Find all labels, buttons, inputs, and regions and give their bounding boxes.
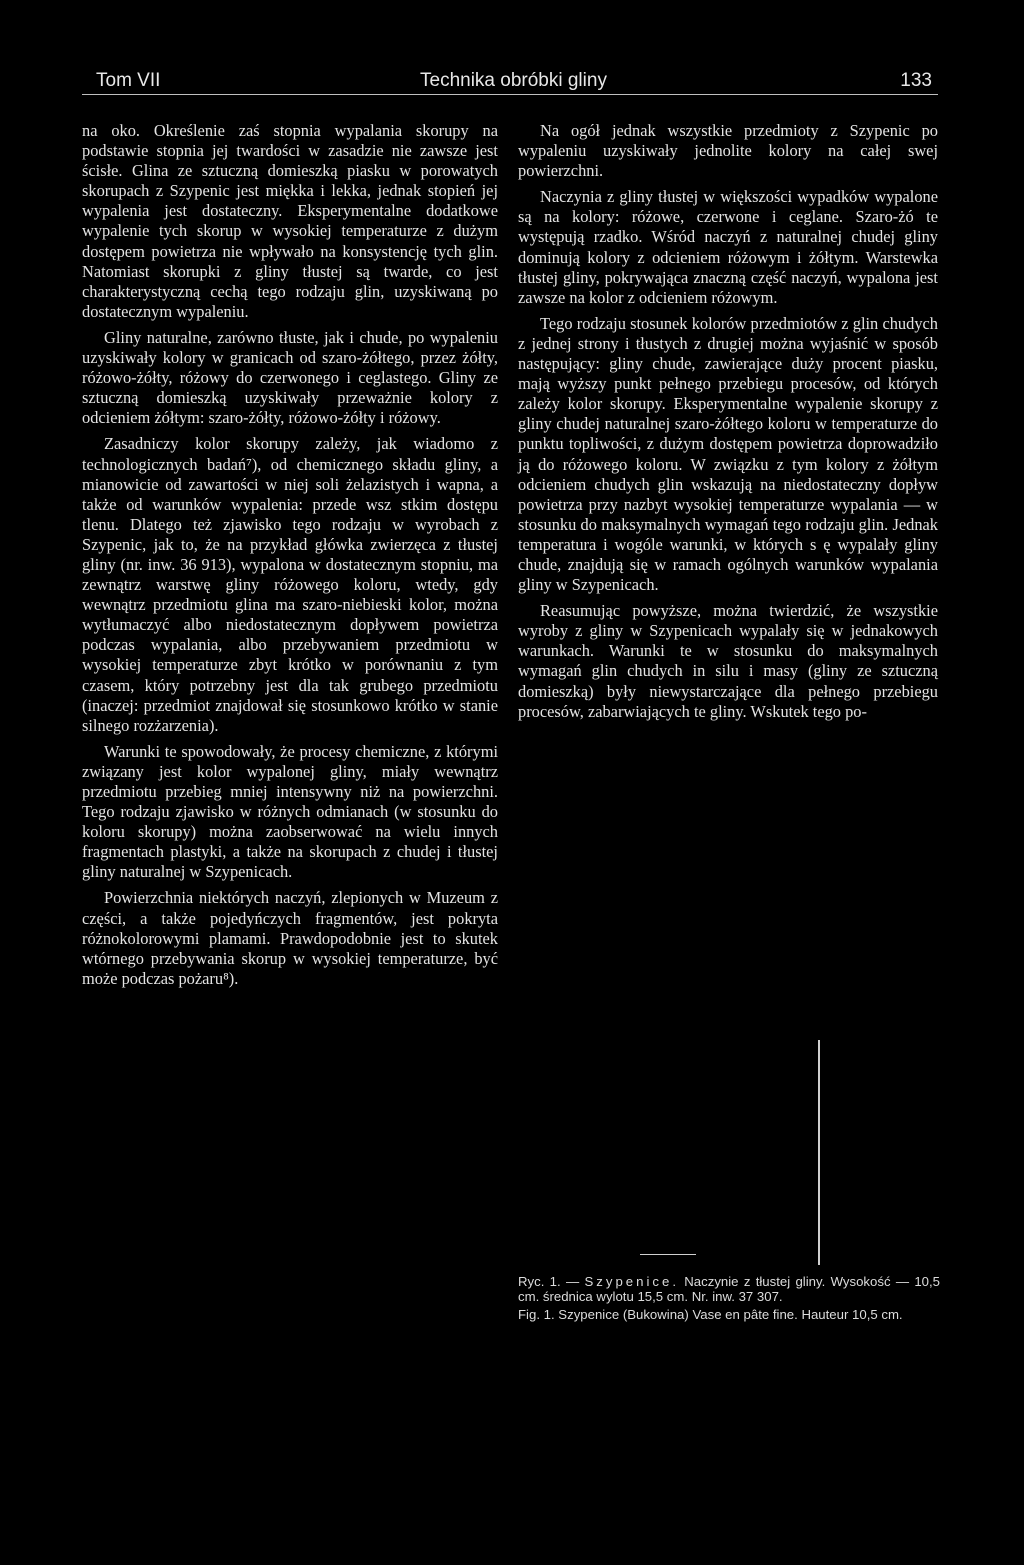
caption-french: Fig. 1. Szypenice (Bukowina) Vase en pâte fine. Hauteur 10,5 cm. <box>518 1306 903 1322</box>
page-number: 133 <box>900 70 932 91</box>
paragraph: Na ogół jednak wszystkie przedmioty z Szypenic po wypaleniu uzyskiwały jednolite kolory na całej swej powierzchni. <box>518 121 938 181</box>
paragraph: Naczynia z gliny tłustej w większości wypadków wypalone są na kolory: różowe, czerwone i ceglane. Szaro-żó te występują rzadko. Wśród naczyń z naturalnej chudej gliny dominują kolory z odcieniem różowym i żółtym. Warstewka tłustej gliny, pokrywająca znaczną część naczyń, wypalona jest zawsze na kolor z odcieniem różowym. <box>518 187 938 307</box>
paragraph: Powierzchnia niektórych naczyń, zlepionych w Muzeum z części, a także pojedyńczych fragmentów, jest pokryta różnokolorowymi plamami. Prawdopodobnie jest to skutek wtórnego przebywania skorup w wysokiej temperaturze, być może podczas pożaru⁸). <box>82 888 498 988</box>
paragraph: Gliny naturalne, zarówno tłuste, jak i chude, po wypaleniu uzyskiwały kolory w granicach od szaro-żółtego, przez żółty, różowo-żółty, różowy do czerwonego i ceglastego. Gliny ze sztuczną domieszką uzyskiwały przeważnie kolory z odcieniem żółtym: szaro-żółty, różowo-żółty i różowy. <box>82 327 498 428</box>
paragraph: na oko. Określenie zaś stopnia wypalania skorupy na podstawie stopnia jej twardości w zasadzie nie zawsze jest ścisłe. Glina ze sztuczną domieszką piasku w porowatych skorupach z Szypenic jest miękka i lekka, jednak stopień jej wypalenia jest dostateczny. Eksperymentalne dodatkowe wypalenie tych skorup w wysokiej temperaturze z dużym dostępem powietrza nie wpływało na konsystencję tych glin. Natomiast skorupki z gliny tłustej są twarde, co jest charakterystyczną cechą tego rodzaju glin, uzyskiwaną po dostatecznym wypaleniu. <box>82 121 498 321</box>
volume-label: Tom VII <box>96 70 161 91</box>
figure-edge-left <box>818 1040 820 1265</box>
paragraph: Warunki te spowodowały, że procesy chemiczne, z którymi związany jest kolor wypalonej gliny, miały wewnątrz przedmiotu przebieg mniej intensywny niż na powierzchni. Tego rodzaju zjawisko w różnych odmianach (w stosunku do koloru skorupy) można zaobserwować na wielu innych fragmentach plastyki, a także na skorupach z chudej i tłustej gliny naturalnej w Szypenicach. <box>82 741 498 882</box>
paragraph: Tego rodzaju stosunek kolorów przedmiotów z glin chudych z jednej strony i tłustych z drugiej można wyjaśnić w sposób następujący: gliny chude, zawierające duży procent piasku, mają wyższy punkt pełnego przebiegu procesów, od których zależy kolor skorupy. Eksperymentalne wypalenie skorupy z gliny chudej naturalnej szaro-żółtego koloru w temperaturze do punktu topliwości, z dużym dostępem powietrza doprowadziło ją do różowego koloru. W związku z tym kolory z żółtym odcieniem chudych glin wskazują na niedostateczny dopływ powietrza przy nazbyt wysokiej temperaturze wypalania — w stosunku do maksymalnych wymagań tego rodzaju glin. Jednak temperatura i wogóle warunki, w których s ę wypalały gliny chude, znajdują się w ramach ogólnych warunków wypalania gliny w Szypenicach. <box>518 313 938 595</box>
right-column <box>518 121 938 728</box>
section-title: Technika obróbki gliny <box>420 70 607 91</box>
caption-place: Szypenice. <box>584 1274 679 1289</box>
caption-polish: Ryc. 1. — Szypenice. Naczynie z tłustej gliny. Wysokość — 10,5 cm. średnica wylotu 15,5 cm. Nr. inw. 37 307. <box>518 1274 940 1305</box>
header-rule <box>82 94 938 95</box>
figure-caption <box>518 1274 940 1324</box>
figure-base-line <box>640 1254 696 1255</box>
left-column <box>82 121 498 995</box>
paragraph: Zasadniczy kolor skorupy zależy, jak wiadomo z technologicznych badań⁷), od chemicznego składu gliny, a mianowicie od zawartości w niej soli żelazistych i wapna, a także od warunków wypalenia: przede wsz stkim dostępu tlenu. Dlatego też zjawisko tego rodzaju w wyrobach z Szypenic, jak to, że na przykład główka zwierzęca z tłustej gliny (nr. inw. 36 913), wypalona w dostatecznym stopniu, ma zewnątrz warstwę gliny różowego koloru, wtedy, gdy wewnątrz przedmiotu glina ma szaro-niebieski kolor, można wytłumaczyć albo niedostatecznym dopływem powietrza podczas wypalania, albo przebywaniem przedmiotu w wysokiej temperaturze zbyt krótko w porównaniu z tym czasem, który potrzebny jest dla tak grubego przedmiotu (inaczej: przedmiot znajdował się stosunkowo krótko w stanie silnego rozżarzenia). <box>82 434 498 735</box>
running-header <box>82 66 938 96</box>
paragraph: Reasumując powyższe, można twierdzić, że wszystkie wyroby z gliny w Szypenicach wypalały się w jednakowych warunkach. Warunki te w stosunku do maksymalnych wymagań glin chudych in silu i masy (gliny ze sztuczną domieszką) były niewystarczające dla pełnego przebiegu procesów, zabarwiających te gliny. Wskutek tego po- <box>518 601 938 721</box>
